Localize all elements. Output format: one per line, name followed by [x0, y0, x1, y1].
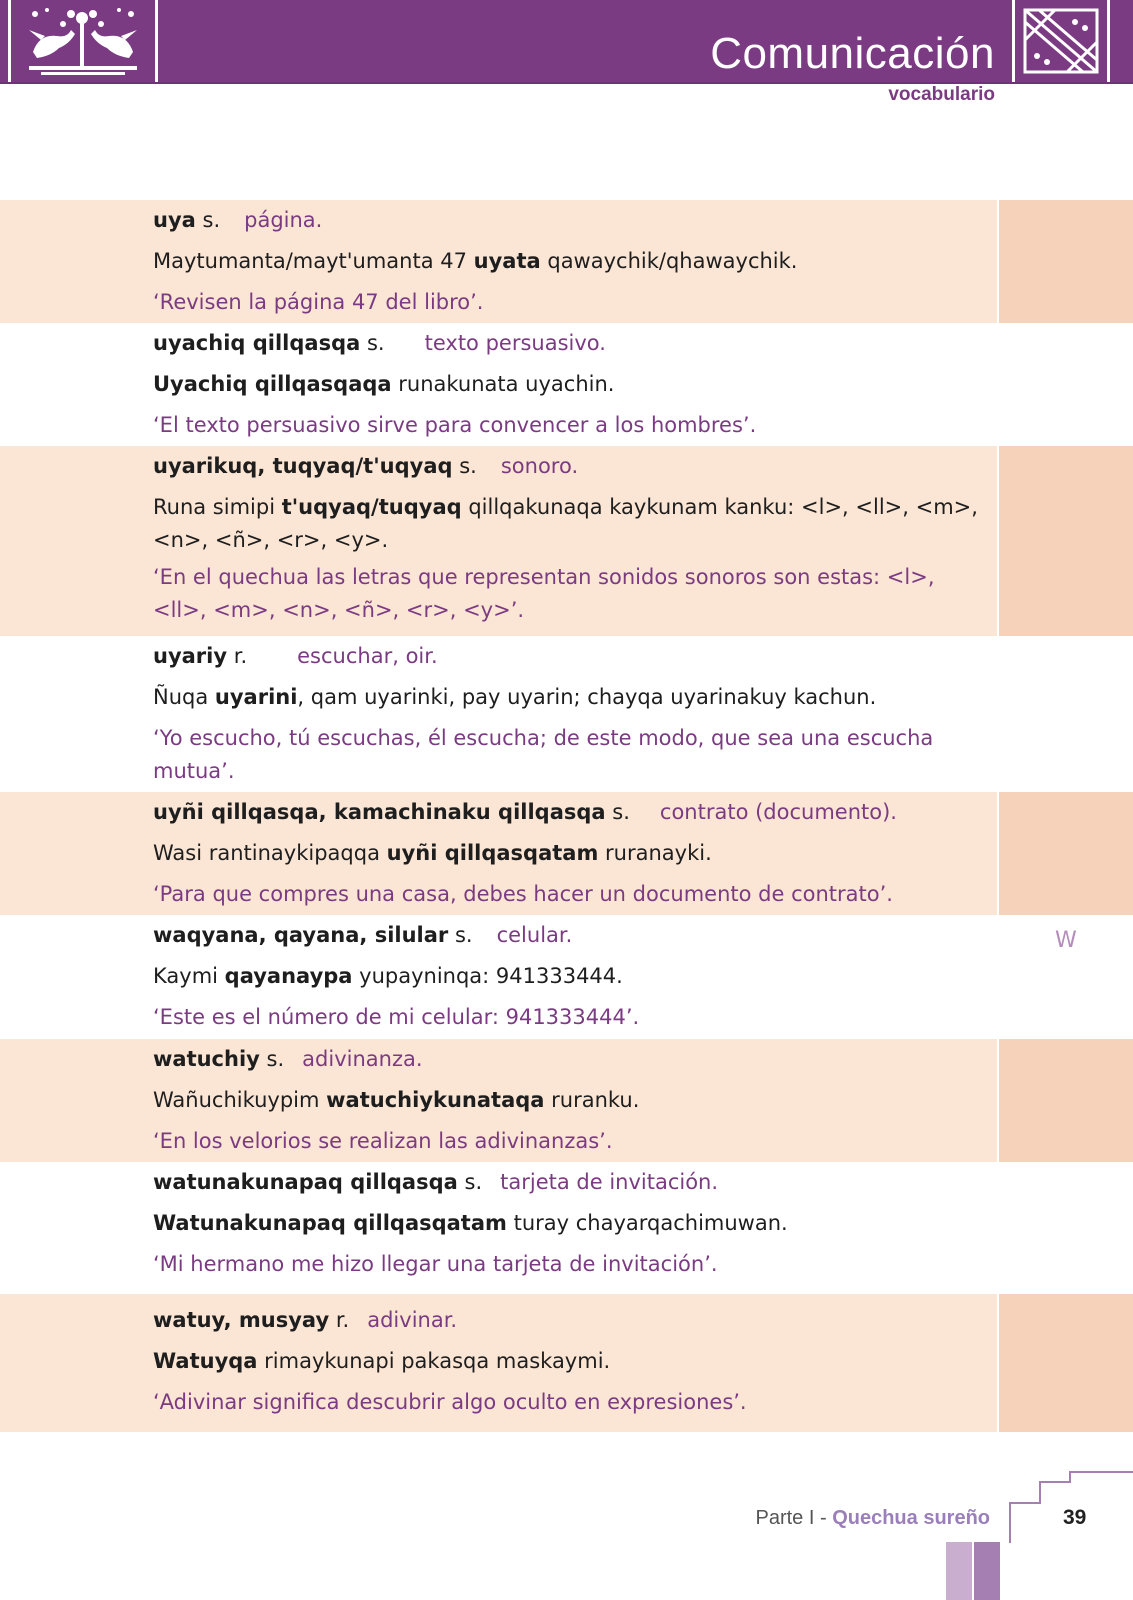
footer-part: Parte I - [755, 1507, 833, 1529]
entry-example: Runa simipi t'uqyaq/tuqyaq qillqakunaqa kaykunam kanku: <l>, <ll>, <m>, <n>, <ñ>, <r>, <y>. [153, 495, 978, 552]
entry-translation: ‘Revisen la página 47 del libro’. [153, 290, 484, 314]
entry-pos: s. [464, 1170, 483, 1194]
footer-book-label [755, 1507, 990, 1530]
page-section-title: Comunicación [710, 29, 995, 78]
entry-translation: ‘En el quechua las letras que representan sonidos sonoros son estas: <l>, <ll>, <m>, <n>, <ñ>, <r>, <y>’. [153, 565, 935, 622]
entry-translation: ‘Adivinar significa descubrir algo oculto en expresiones’. [153, 1390, 747, 1414]
entry-meaning: escuchar, oir. [297, 644, 438, 668]
footer-book-title: Quechua sureño [832, 1507, 990, 1529]
section-letter-marker: W [1055, 928, 1077, 953]
entry-pos: s. [612, 800, 630, 824]
page-number: 39 [1063, 1506, 1087, 1529]
entry-translation: ‘Yo escucho, tú escuchas, él escucha; de este modo, que sea una escucha mutua’. [153, 726, 934, 783]
entry-translation: ‘Mi hermano me hizo llegar una tarjeta de invitación’. [153, 1252, 718, 1276]
entry-meaning: adivinanza. [302, 1047, 423, 1071]
entry-headword: uyariy [153, 644, 228, 668]
entry-headword: watunakunapaq qillqasqa [153, 1170, 458, 1194]
entry-example: Maytumanta/mayt'umanta 47 uyata qawaychik/qhawaychik. [153, 249, 798, 273]
entry-headword: waqyana, qayana, silular [153, 923, 449, 947]
entry-translation: ‘El texto persuasivo sirve para convencer a los hombres’. [153, 413, 757, 437]
entry-meaning: celular. [496, 923, 573, 947]
entry-pos: r. [233, 644, 248, 668]
entry-meaning: contrato (documento). [659, 800, 897, 824]
entry-headword: uyarikuq, tuqyaq/t'uqyaq [153, 454, 453, 478]
entry-example: Kaymi qayanaypa yupayninqa: 941333444. [153, 964, 623, 988]
entry-pos: s. [459, 454, 477, 478]
entry-pos: s. [454, 923, 473, 947]
entry-headword: uyñi qillqasqa, kamachinaku qillqasqa [153, 800, 606, 824]
entry-example: Watuyqa rimaykunapi pakasqa maskaymi. [153, 1349, 611, 1373]
page-section-subtitle: vocabulario [888, 84, 995, 105]
entry-translation: ‘En los velorios se realizan las adivinanzas’. [153, 1129, 613, 1153]
entry-example: Wasi rantinaykipaqqa uyñi qillqasqatam ruranayki. [153, 841, 712, 865]
entry-translation: ‘Este es el número de mi celular: 941333444’. [153, 1005, 640, 1029]
entry-headword: watuchiy [153, 1047, 260, 1071]
footer-bar-dark [974, 1542, 1000, 1600]
entry-headword: uyachiq qillqasqa [153, 331, 361, 355]
entry-pos: s. [202, 208, 221, 232]
entry-headword: uya [153, 208, 196, 232]
entry-meaning: sonoro. [500, 454, 579, 478]
entry-example: Ñuqa uyarini, qam uyarinki, pay uyarin; chayqa uyarinakuy kachun. [153, 685, 877, 709]
entry-meaning: página. [244, 208, 323, 232]
entry-pos: s. [266, 1047, 285, 1071]
entry-pos: s. [366, 331, 385, 355]
entry-example: Uyachiq qillqasqaqa runakunata uyachin. [153, 372, 615, 396]
entry-meaning: texto persuasivo. [424, 331, 606, 355]
footer-bar-light [946, 1542, 972, 1600]
entry-headword: watuy, musyay [153, 1308, 330, 1332]
entry-pos: r. [335, 1308, 350, 1332]
entry-example: Wañuchikuypim watuchiykunataqa ruranku. [153, 1088, 640, 1112]
entry-translation: ‘Para que compres una casa, debes hacer un documento de contrato’. [153, 882, 893, 906]
entry-meaning: adivinar. [367, 1308, 458, 1332]
entry-meaning: tarjeta de invitación. [500, 1170, 719, 1194]
entry-example: Watunakunapaq qillqasqatam turay chayarqachimuwan. [153, 1211, 788, 1235]
